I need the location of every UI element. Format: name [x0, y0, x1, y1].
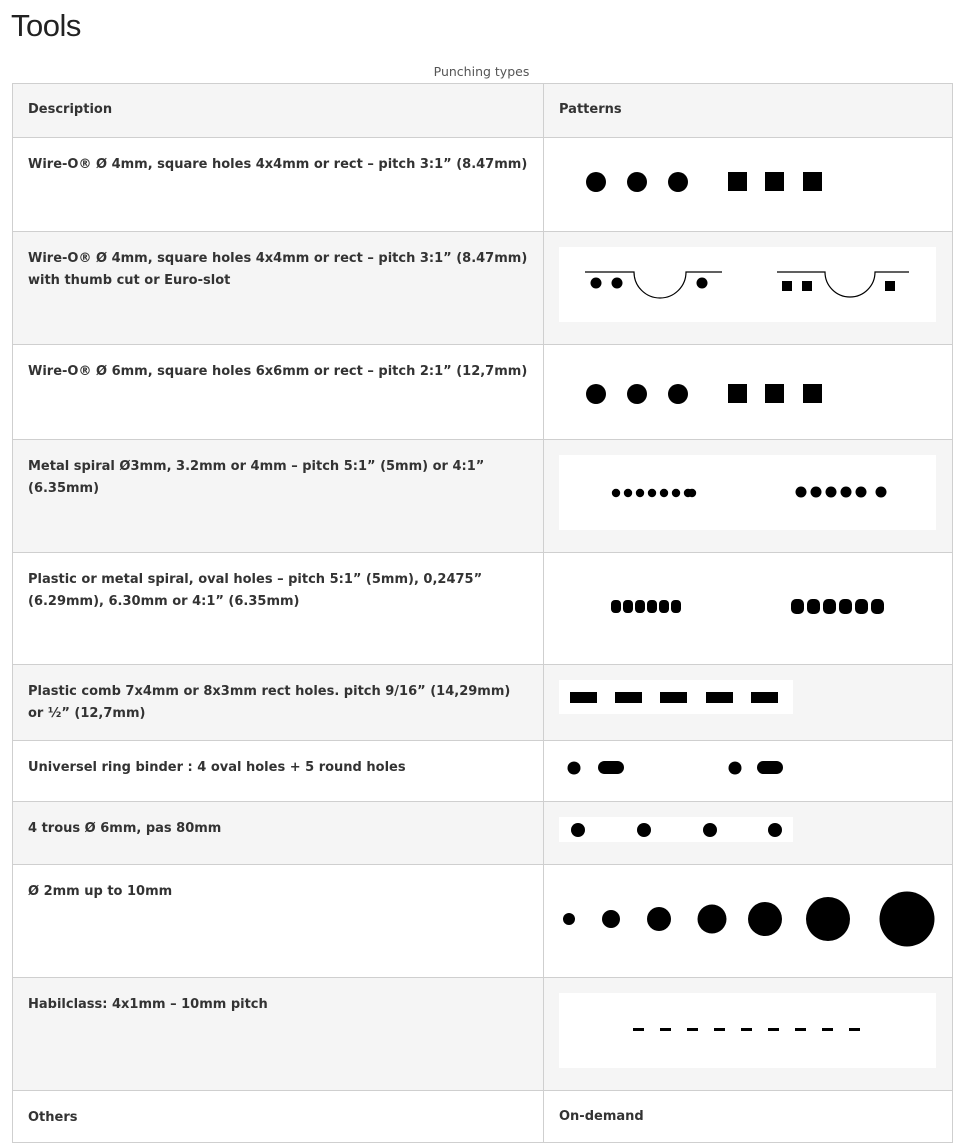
table-row	[13, 138, 953, 232]
table-row	[13, 865, 953, 978]
thumb-cut-euro-slot-pattern	[559, 247, 936, 322]
round-and-square-holes-pattern	[574, 382, 834, 408]
thin-dash-holes-pattern	[559, 993, 936, 1068]
small-round-holes-rows-pattern	[559, 455, 936, 530]
table-row	[13, 802, 953, 865]
page-title: Tools	[11, 8, 81, 43]
header-description: Description	[13, 84, 544, 138]
table-row	[13, 741, 953, 802]
table-caption: Punching types	[433, 64, 530, 79]
row-description: Wire-O® Ø 4mm, square holes 4x4mm or rect – pitch 3:1” (8.47mm) with thumb cut or Euro-slot	[28, 251, 528, 288]
round-and-square-holes-pattern	[574, 170, 834, 196]
graduated-round-holes-pattern	[554, 890, 946, 950]
table-row	[13, 1091, 953, 1143]
row-description: Metal spiral Ø3mm, 3.2mm or 4mm – pitch 5:1” (5mm) or 4:1” (6.35mm)	[28, 459, 485, 496]
row-description: Wire-O® Ø 6mm, square holes 6x6mm or rect – pitch 2:1” (12,7mm)	[28, 364, 528, 379]
row-description: Plastic comb 7x4mm or 8x3mm rect holes. pitch 9/16” (14,29mm) or ½” (12,7mm)	[28, 684, 511, 721]
table-row	[13, 553, 953, 665]
table-row	[13, 440, 953, 553]
row-description: Plastic or metal spiral, oval holes – pitch 5:1” (5mm), 0,2475” (6.29mm), 6.30mm or 4:1” (6.35mm)	[28, 572, 483, 609]
oval-holes-rows-pattern	[604, 597, 904, 617]
rect-comb-holes-pattern	[559, 680, 793, 714]
four-round-holes-pattern	[559, 817, 793, 842]
row-description: Others	[28, 1110, 78, 1125]
table-row	[13, 232, 953, 345]
row-description: Wire-O® Ø 4mm, square holes 4x4mm or rect – pitch 3:1” (8.47mm)	[28, 157, 528, 172]
on-demand-text: On-demand	[559, 1109, 644, 1124]
row-description: Universel ring binder : 4 oval holes + 5 round holes	[28, 760, 406, 775]
header-patterns: Patterns	[544, 84, 953, 138]
punching-types-table	[12, 83, 953, 1143]
table-header-row	[13, 84, 953, 138]
row-description: 4 trous Ø 6mm, pas 80mm	[28, 821, 222, 836]
ring-binder-holes-pattern	[559, 759, 799, 779]
table-row	[13, 345, 953, 440]
table-row	[13, 978, 953, 1091]
row-description: Habilclass: 4x1mm – 10mm pitch	[28, 997, 268, 1012]
table-row	[13, 665, 953, 741]
row-description: Ø 2mm up to 10mm	[28, 884, 173, 899]
